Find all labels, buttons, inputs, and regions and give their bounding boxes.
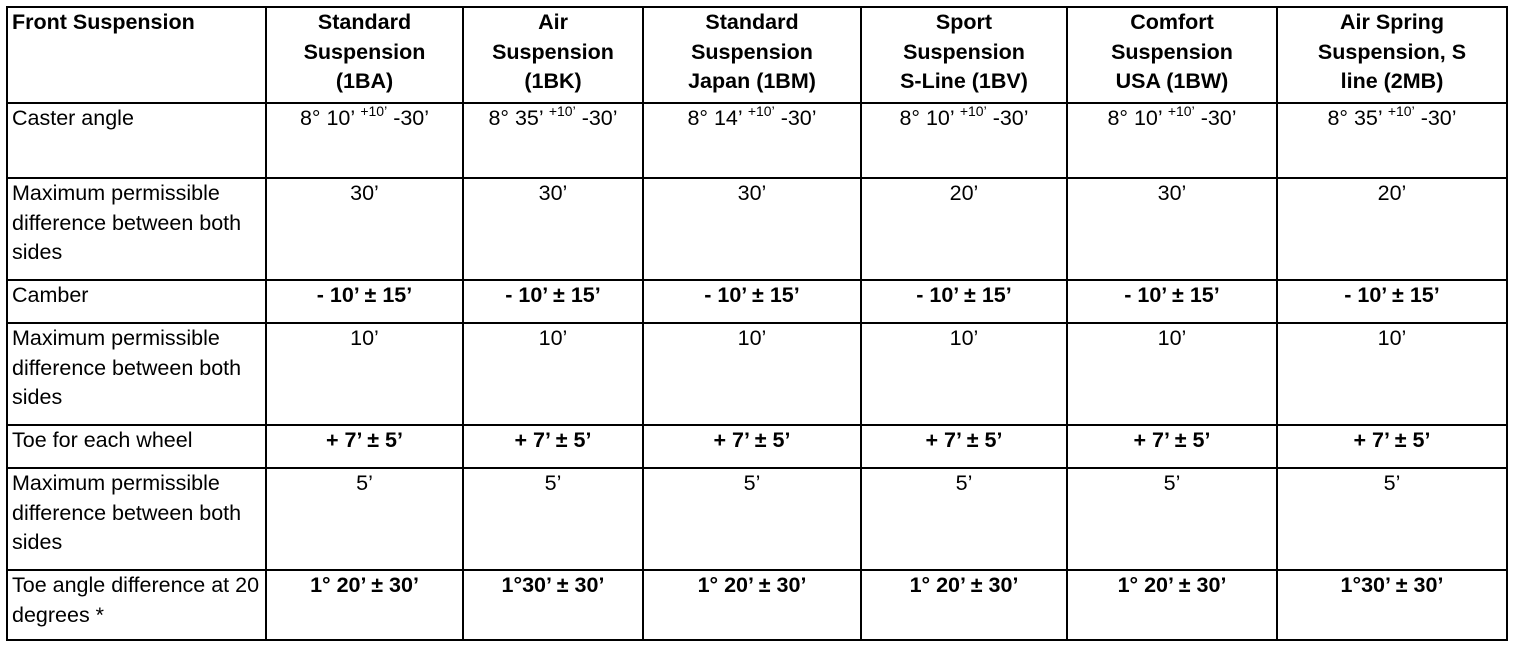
table-cell: + 7’ ± 5’: [1277, 425, 1507, 468]
caster-base: 8° 35’: [1327, 106, 1383, 130]
table-row-toe-side-difference: [7, 468, 1507, 570]
column-header-line: Air: [538, 10, 568, 34]
table-cell: 1°30’ ± 30’: [463, 570, 643, 640]
table-cell: - 10’ ± 15’: [861, 280, 1067, 323]
table-cell: 1° 20’ ± 30’: [643, 570, 861, 640]
table-cell: 10’: [1277, 323, 1507, 425]
caster-value: [463, 103, 643, 178]
caster-value: [1067, 103, 1277, 178]
table-cell: 5’: [1067, 468, 1277, 570]
column-header-1ba: [266, 7, 463, 103]
column-header-1bw: [1067, 7, 1277, 103]
table-cell: - 10’ ± 15’: [266, 280, 463, 323]
column-header-line: Suspension: [691, 39, 813, 64]
column-header-2mb: [1277, 7, 1507, 103]
column-header-1bv: [861, 7, 1067, 103]
table-cell: - 10’ ± 15’: [643, 280, 861, 323]
table-cell: + 7’ ± 5’: [1067, 425, 1277, 468]
column-header-line: Suspension: [492, 39, 614, 64]
column-header-line: (1BA): [335, 69, 394, 93]
row-label: Toe for each wheel: [7, 425, 266, 468]
table-cell: 30’: [1067, 178, 1277, 280]
caster-base: 8° 35’: [488, 106, 544, 130]
column-header-1bk: [463, 7, 643, 103]
column-header-line: Suspension: [303, 39, 426, 64]
caster-upper-tolerance: +10’: [360, 103, 388, 119]
caster-base: 8° 10’: [299, 106, 355, 130]
table-cell: 10’: [643, 323, 861, 425]
table-cell: 10’: [861, 323, 1067, 425]
column-header-line: (1BK): [524, 69, 582, 93]
column-header-line: Japan (1BM): [688, 69, 816, 93]
caster-upper-tolerance: +10’: [1387, 103, 1415, 119]
caster-lower-tolerance: -30’: [1200, 106, 1237, 130]
table-row-caster-angle: [7, 103, 1507, 178]
caster-base: 8° 10’: [899, 106, 955, 130]
caster-value: [643, 103, 861, 178]
table-row-toe-each-wheel: [7, 425, 1507, 468]
table-cell: 5’: [861, 468, 1067, 570]
column-header-1bm: [643, 7, 861, 103]
column-header-line: Standard: [317, 10, 412, 34]
table-cell: 30’: [643, 178, 861, 280]
column-header-line: line (2MB): [1340, 69, 1444, 93]
caster-upper-tolerance: +10’: [959, 103, 987, 119]
table-row-camber-side-difference: [7, 323, 1507, 425]
row-label: Maximum permissible difference between both sides: [7, 323, 266, 425]
table-cell: + 7’ ± 5’: [643, 425, 861, 468]
table-cell: 5’: [643, 468, 861, 570]
caster-value: [861, 103, 1067, 178]
table-cell: 1° 20’ ± 30’: [266, 570, 463, 640]
table-cell: 5’: [266, 468, 463, 570]
column-header-line: USA (1BW): [1115, 69, 1229, 93]
column-header-line: Suspension: [1111, 39, 1233, 64]
table-cell: - 10’ ± 15’: [1277, 280, 1507, 323]
table-cell: 20’: [861, 178, 1067, 280]
caster-upper-tolerance: +10’: [747, 103, 775, 119]
table-cell: 20’: [1277, 178, 1507, 280]
table-cell: 1° 20’ ± 30’: [861, 570, 1067, 640]
table-row-caster-side-difference: [7, 178, 1507, 280]
caster-upper-tolerance: +10’: [548, 103, 576, 119]
column-header-line: Sport: [935, 10, 993, 34]
caster-lower-tolerance: -30’: [581, 106, 618, 130]
caster-base: 8° 10’: [1107, 106, 1163, 130]
table-cell: 10’: [266, 323, 463, 425]
table-cell: - 10’ ± 15’: [463, 280, 643, 323]
table-cell: 30’: [266, 178, 463, 280]
column-header-line: S-Line (1BV): [900, 69, 1028, 93]
caster-lower-tolerance: -30’: [393, 106, 430, 130]
column-header-line: Air Spring: [1340, 10, 1444, 34]
table-cell: 30’: [463, 178, 643, 280]
table-cell: 1° 20’ ± 30’: [1067, 570, 1277, 640]
column-header-line: Comfort: [1130, 10, 1214, 34]
row-label: Toe angle difference at 20 degrees *: [7, 570, 266, 640]
column-header-line: Suspension: [903, 39, 1025, 64]
table-cell: + 7’ ± 5’: [266, 425, 463, 468]
table-cell: + 7’ ± 5’: [861, 425, 1067, 468]
table-row-camber: [7, 280, 1507, 323]
table-cell: 10’: [463, 323, 643, 425]
table-cell: 10’: [1067, 323, 1277, 425]
caster-upper-tolerance: +10’: [1167, 103, 1195, 119]
table-cell: 5’: [1277, 468, 1507, 570]
column-header-line: Suspension, S: [1317, 39, 1467, 64]
caster-lower-tolerance: -30’: [780, 106, 817, 130]
table-cell: 1°30’ ± 30’: [1277, 570, 1507, 640]
header-row: [7, 7, 1507, 103]
table-cell: - 10’ ± 15’: [1067, 280, 1277, 323]
caster-lower-tolerance: -30’: [1420, 106, 1457, 130]
caster-lower-tolerance: -30’: [992, 106, 1029, 130]
table-cell: 5’: [463, 468, 643, 570]
front-suspension-spec-table: [6, 6, 1508, 641]
row-label: Maximum permissible difference between both sides: [7, 178, 266, 280]
row-label: Caster angle: [7, 103, 266, 178]
table-cell: + 7’ ± 5’: [463, 425, 643, 468]
caster-base: 8° 14’: [687, 106, 743, 130]
table-row-toe-angle-difference: [7, 570, 1507, 640]
caster-value: [266, 103, 463, 178]
corner-header: Front Suspension: [7, 7, 266, 103]
caster-value: [1277, 103, 1507, 178]
row-label: Maximum permissible difference between both sides: [7, 468, 266, 570]
column-header-line: Standard: [705, 10, 799, 34]
row-label: Camber: [7, 280, 266, 323]
